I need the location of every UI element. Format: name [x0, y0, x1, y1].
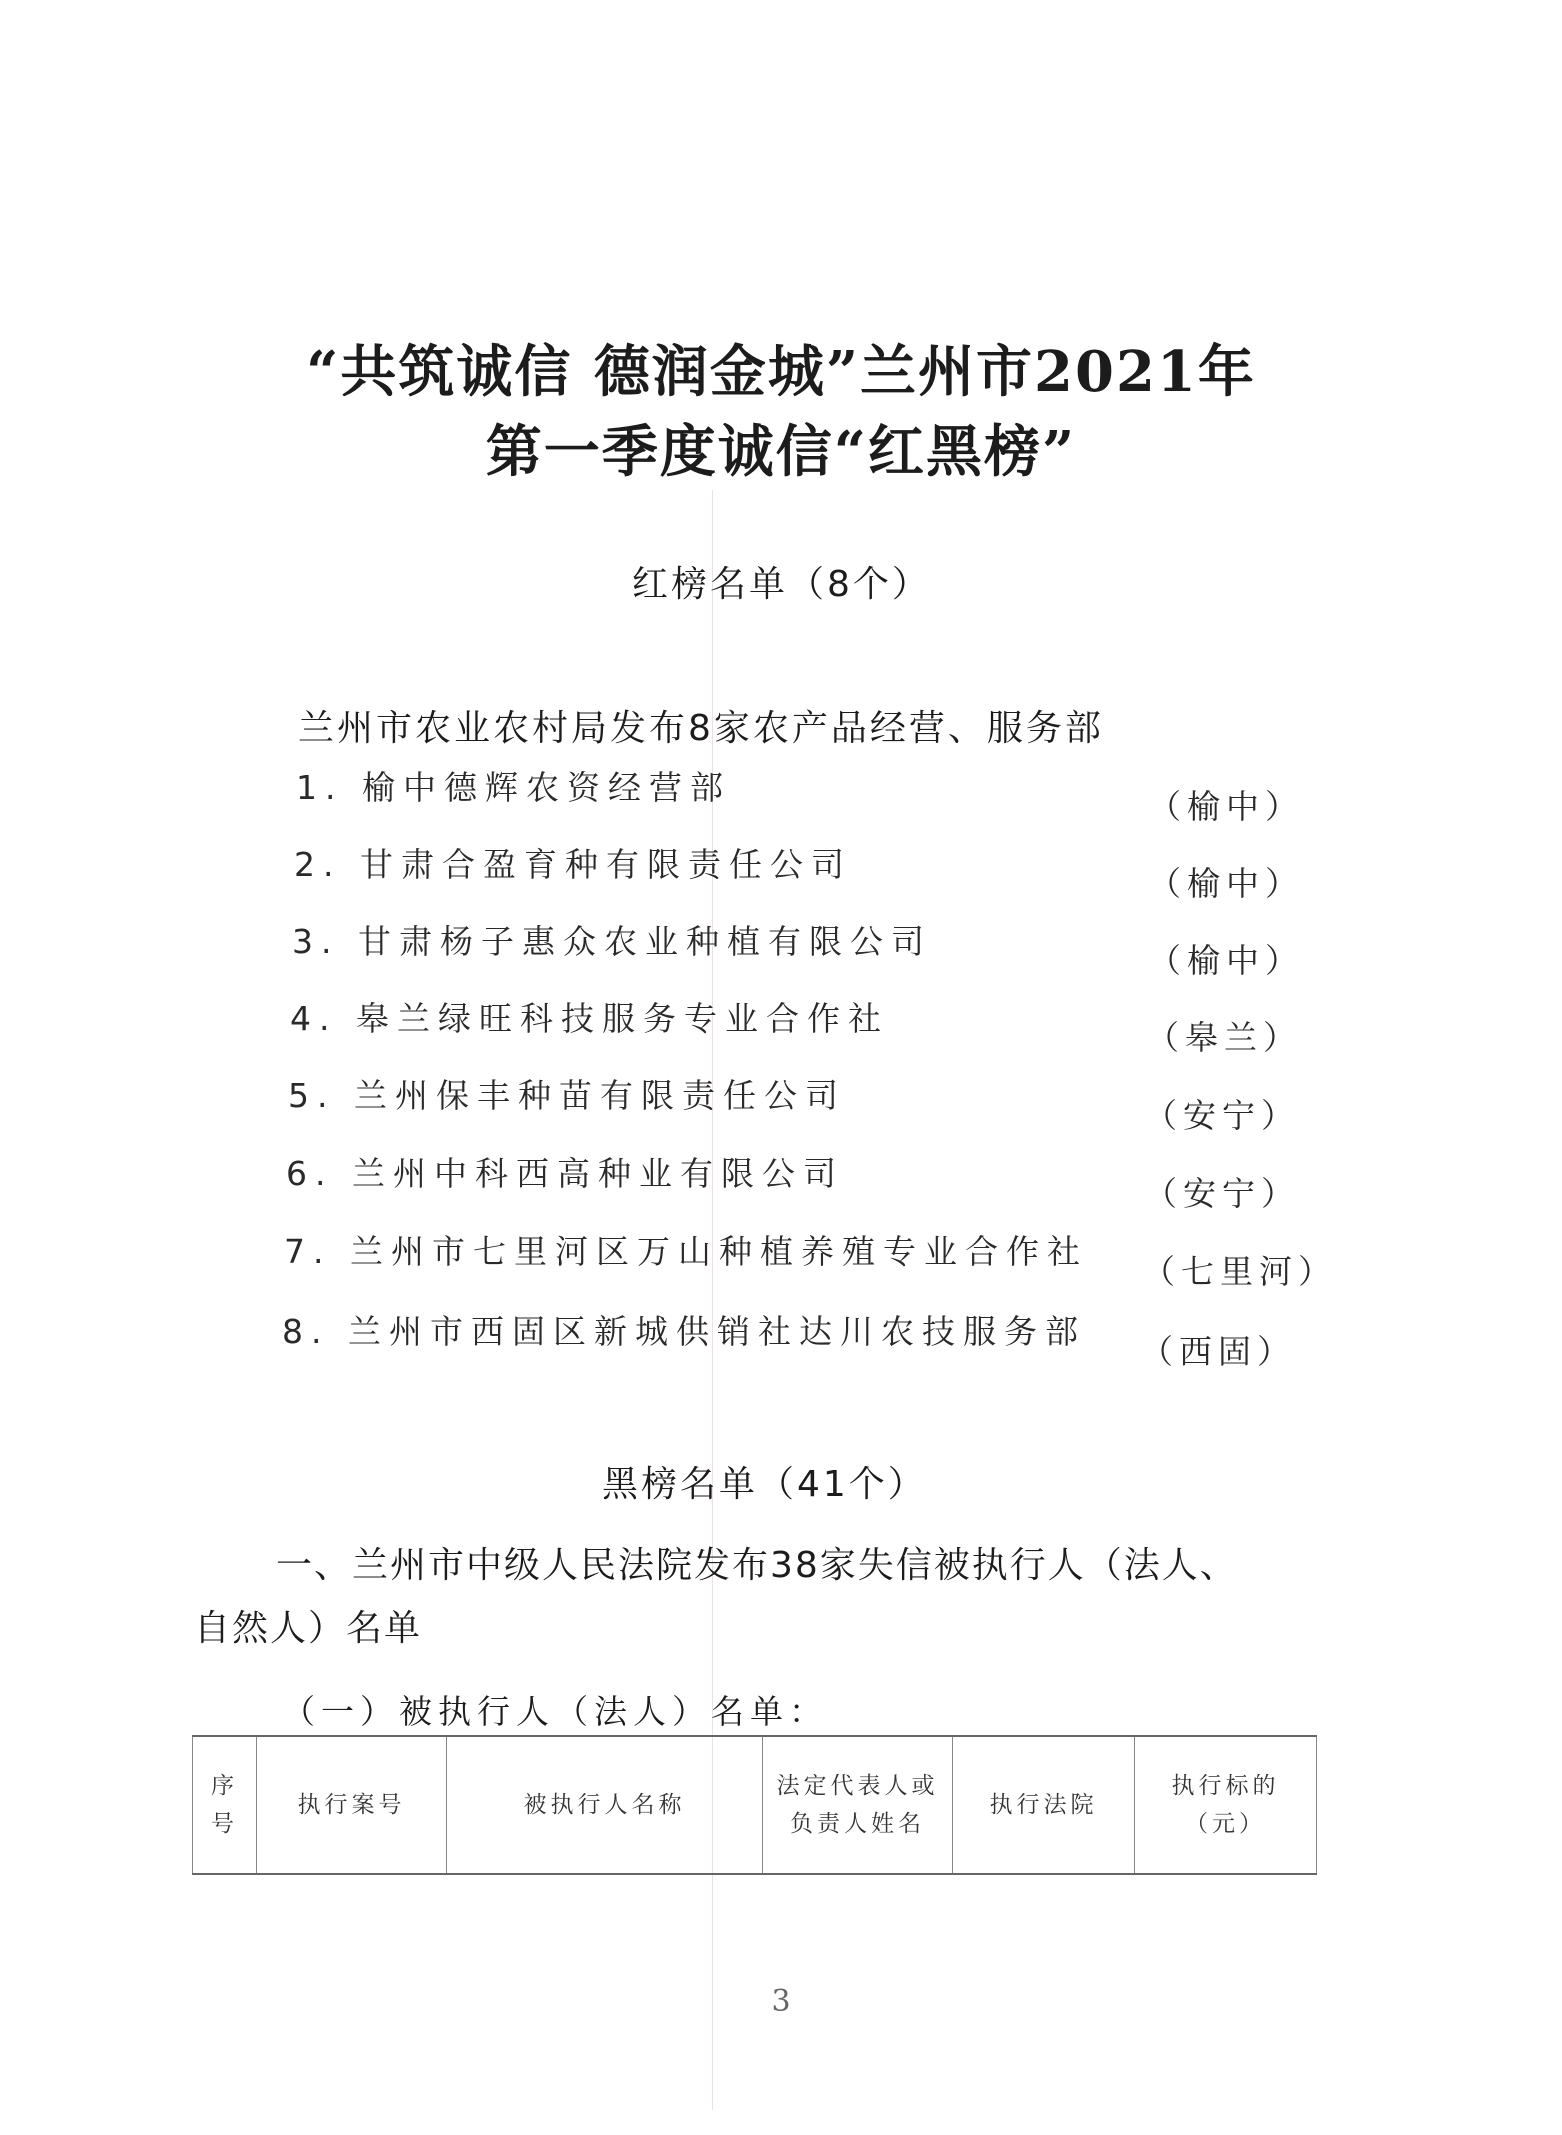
- black-list-intro-line-1: 一、兰州市中级人民法院发布38家失信被执行人（法人、: [276, 1545, 1238, 1586]
- document-title-line-2: 第一季度诚信“红黑榜”: [485, 419, 1077, 485]
- red-list-item-region: （榆中）: [1148, 941, 1304, 980]
- red-list-item-region: （榆中）: [1148, 787, 1304, 826]
- red-list-item-region: （西固）: [1140, 1332, 1296, 1371]
- table-header-court: 执行法院: [953, 1736, 1135, 1874]
- red-list-item-name: 5. 兰州保丰种苗有限责任公司: [288, 1076, 846, 1115]
- red-list-item-name: 7. 兰州市七里河区万山种植养殖专业合作社: [284, 1232, 1088, 1271]
- executed-persons-table: [192, 1735, 1317, 1875]
- page-number: 3: [771, 1984, 791, 2019]
- table-header-person-name: 被执行人名称: [447, 1736, 763, 1874]
- red-list-heading: 红榜名单（8个）: [632, 564, 931, 605]
- black-list-heading: 黑榜名单（41个）: [602, 1464, 927, 1505]
- red-list-item-name: 8. 兰州市西固区新城供销社达川农技服务部: [282, 1312, 1086, 1351]
- red-list-item-region: （榆中）: [1148, 864, 1304, 903]
- red-list-item-region: （安宁）: [1144, 1174, 1300, 1213]
- red-list-item-name: 2. 甘肃合盈育种有限责任公司: [294, 845, 852, 884]
- red-list-item-name: 4. 皋兰绿旺科技服务专业合作社: [290, 999, 889, 1038]
- table-header-row: [193, 1736, 1317, 1874]
- table-header-case-number: 执行案号: [257, 1736, 447, 1874]
- table-header-index: 序号: [193, 1736, 257, 1874]
- table-header-amount: 执行标的（元）: [1135, 1736, 1317, 1874]
- black-list-subheading: （一）被执行人（法人）名单：: [282, 1692, 828, 1731]
- red-list-item-region: （七里河）: [1142, 1252, 1337, 1291]
- red-list-publisher: 兰州市农业农村局发布8家农产品经营、服务部: [298, 708, 1104, 749]
- red-list-item-name: 3. 甘肃杨子惠众农业种植有限公司: [292, 922, 932, 961]
- red-list-item-region: （皋兰）: [1146, 1018, 1302, 1057]
- table-header-legal-representative: 法定代表人或负责人姓名: [763, 1736, 953, 1874]
- black-list-intro-line-2: 自然人）名单: [194, 1608, 423, 1649]
- red-list-item-region: （安宁）: [1144, 1096, 1300, 1135]
- red-list-item-name: 6. 兰州中科西高种业有限公司: [286, 1154, 844, 1193]
- document-title-line-1: “共筑诚信 德润金城”兰州市2021年: [306, 339, 1256, 405]
- red-list-item-name: 1. 榆中德辉农资经营部: [296, 768, 731, 807]
